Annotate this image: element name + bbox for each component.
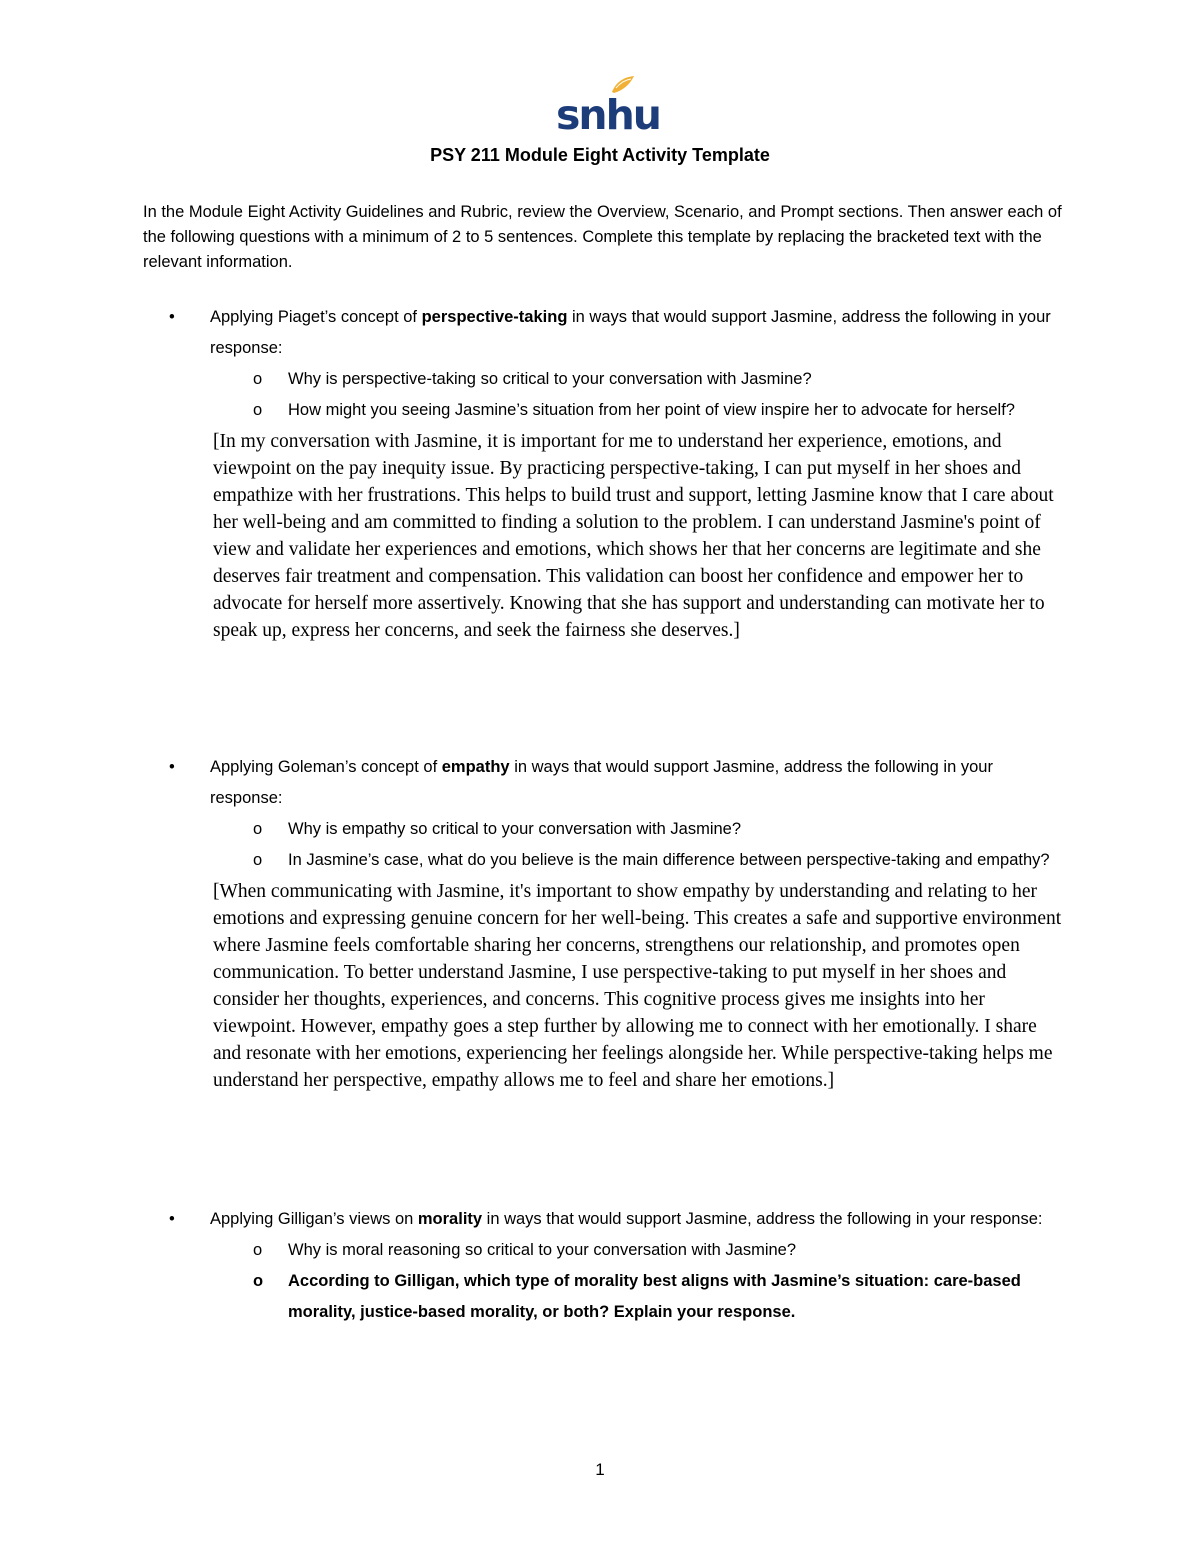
answer-paragraph: [When communicating with Jasmine, it's important to show empathy by understanding and relating to her emotions and expressing genuine concern for her well-being. This creates a safe and supportive environment where Jasmine feels comfortable sharing her concerns, strengthens our relationship, and promotes open communication. To better understand Jasmine, I use perspective-taking to put myself in her shoes and consider her thoughts, experiences, and concerns. This cognitive process gives me insights into her viewpoint. However, empathy goes a step further by allowing me to connect with her emotionally. I share and resonate with her emotions, experiencing her feelings alongside her. While perspective-taking helps me understand her perspective, empathy allows me to feel and share her emotions.]: [213, 881, 1062, 1091]
question-prompt: • Applying Piaget’s concept of perspective-taking in ways that would support Jasmine, address the following in your response:: [143, 302, 1063, 364]
answer-paragraph: [In my conversation with Jasmine, it is important for me to understand her experience, emotions, and viewpoint on the pay inequity issue. By practicing perspective-taking, I can put myself in her shoes and empathize with her frustrations. This helps to build trust and support, letting Jasmine know that I care about her well-being and am committed to finding a solution to the problem. I can understand Jasmine's point of view and validate her experiences and emotions, which shows her that her concerns are legitimate and she deserves fair treatment and compensation. This validation can boost her confidence and empower her to advocate for herself more assertively. Knowing that she has support and understanding can motivate her to speak up, express her concerns, and seek the fairness she deserves.]: [213, 431, 1054, 641]
circle-bullet-icon: o: [253, 401, 263, 419]
intro-paragraph: In the Module Eight Activity Guidelines and Rubric, review the Overview, Scenario, and Prompt sections. Then answer each of the following questions with a minimum of 2 to 5 sentences. Complete this template by replacing the bracketed text with the relevant information.: [143, 203, 1062, 271]
sub-question-list: [143, 364, 1063, 426]
sub-question: o In Jasmine’s case, what do you believe is the main difference between perspective-taking and empathy?: [143, 845, 1063, 876]
concept-term: perspective-taking: [421, 308, 568, 326]
question-prompt: • Applying Goleman’s concept of empathy in ways that would support Jasmine, address the following in your response:: [143, 752, 1063, 814]
question-section-empathy: [143, 752, 1063, 1094]
bullet-icon: •: [169, 758, 175, 776]
document-title: PSY 211 Module Eight Activity Template: [430, 145, 770, 165]
sub-question: o How might you seeing Jasmine’s situation from her point of view inspire her to advocate for herself?: [143, 395, 1063, 426]
snhu-logo: [554, 74, 660, 139]
bullet-icon: •: [169, 308, 175, 326]
concept-term: morality: [417, 1210, 483, 1228]
sub-question: o According to Gilligan, which type of morality best aligns with Jasmine’s situation: care-based morality, justice-based morality, or both? Explain your response.: [143, 1266, 1063, 1328]
circle-bullet-icon: o: [253, 1241, 263, 1259]
bullet-icon: •: [169, 1210, 175, 1228]
circle-bullet-icon: o: [253, 820, 263, 838]
question-section-perspective-taking: [143, 302, 1063, 644]
question-section-morality: [143, 1204, 1063, 1328]
sub-question: o Why is empathy so critical to your conversation with Jasmine?: [143, 814, 1063, 845]
sub-question-list: [143, 814, 1063, 876]
sub-question: o Why is perspective-taking so critical to your conversation with Jasmine?: [143, 364, 1063, 395]
circle-bullet-icon: o: [253, 851, 263, 869]
sub-question-list: [143, 1235, 1063, 1328]
sub-question: o Why is moral reasoning so critical to your conversation with Jasmine?: [143, 1235, 1063, 1266]
circle-bullet-icon: o: [253, 1272, 264, 1290]
circle-bullet-icon: o: [253, 370, 263, 388]
concept-term: empathy: [441, 758, 510, 776]
question-prompt: • Applying Gilligan’s views on morality in ways that would support Jasmine, address the following in your response:: [143, 1204, 1063, 1235]
page-number: 1: [595, 1460, 605, 1479]
svg-text:snhu: snhu: [556, 91, 660, 139]
